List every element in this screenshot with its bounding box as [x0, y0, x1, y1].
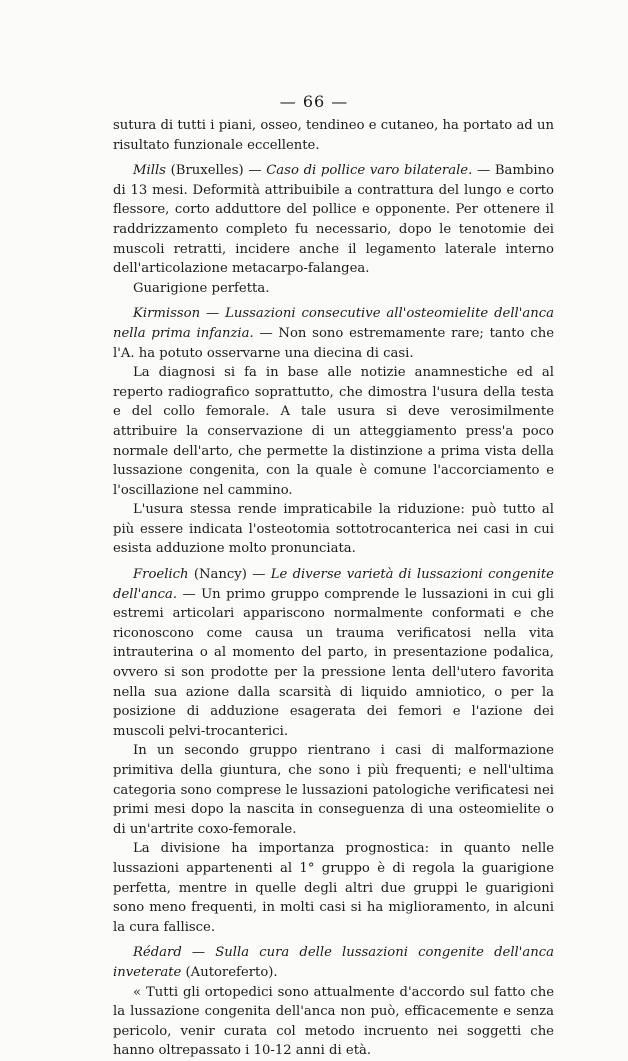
author-place: —	[181, 945, 216, 961]
paragraph: L'usura stessa rende impraticabile la riduzione: può tutto al più essere indicata l'osteotomia sottotrocanterica nei casi in cui esista adduzione molto pronunciata.	[113, 502, 554, 557]
abstract-text: — Non sono estremamente rare; tanto che l'A. ha potuto osservarne una diecina di casi.	[113, 325, 554, 361]
abstract-redard	[113, 943, 554, 982]
paragraph-continuation: sutura di tutti i piani, osseo, tendineo e cutaneo, ha portato ad un risultato funzionale eccellente.	[113, 118, 554, 153]
author-name: Rédard	[133, 945, 182, 961]
paragraph-quote: « Tutti gli ortopedici sono attualmente d'accordo sul fatto che la lussazione congenita dell'anca non può, efficacemente e senza pericolo, venir curata col metodo incruento nei soggetti che hanno oltrepassato i 10-12 anni di età.	[113, 984, 554, 1059]
abstract-froelich	[113, 565, 554, 741]
author-place: (Nancy) —	[188, 567, 271, 583]
article-title: Le diverse varietà di lussazioni congenite dell'anca.	[113, 567, 554, 602]
paragraph: In un secondo gruppo rientrano i casi di malformazione primitiva della giuntura, che sono i più frequenti; e nell'ultima categoria sono comprese le lussazioni patologiche verificatesi nei primi mesi dopo la nascita in conseguenza di una osteomielite o di un'artrite coxo-femorale.	[113, 743, 554, 837]
paragraph: Guarigione perfetta.	[133, 280, 270, 296]
abstract-text: (Autoreferto).	[181, 964, 278, 980]
paragraph: La diagnosi si fa in base alle notizie anamnestiche ed al reperto radiografico soprattutto, che dimostra l'usura della testa e del collo femorale. A tale usura si deve verosimilmente attribuire la conservazione di un atteggiamento press'a poco normale dell'arto, che permette la distinzione a prima vista della lussazione congenita, con la quale è comune l'accorciamento e l'oscillazione nel cammino.	[113, 365, 554, 498]
author-name: Mills	[133, 163, 166, 179]
page-number: — 66 —	[279, 92, 349, 111]
abstract-kirmisson	[113, 304, 554, 363]
author-place: (Bruxelles) —	[165, 163, 267, 179]
article-title: Sulla cura delle lussazioni congenite dell'anca inveterate	[113, 945, 555, 980]
author-name: Kirmisson	[133, 306, 201, 322]
author-name: Froelich	[133, 567, 189, 583]
paragraph: La divisione ha importanza prognostica: in quanto nelle lussazioni appartenenti al 1° gruppo è di regola la guarigione perfetta, mentre in quelle degli altri due gruppi le guarigioni sono meno frequenti, in molti casi si ha miglioramento, in alcuni la cura fallisce.	[113, 841, 554, 935]
abstract-text: — Bambino di 13 mesi. Deformità attribuibile a contrattura del lungo e corto flessore, corto adduttore del pollice e opponente. Per ottenere il raddrizzamento completo fu necessario, dopo le tenotomie dei muscoli retratti, incidere anche il legamento laterale interno dell'articolazione metacarpo-falangea.	[113, 163, 555, 277]
abstract-mills	[113, 161, 554, 279]
author-place: —	[200, 306, 226, 322]
body-text	[113, 116, 554, 1061]
abstract-text: — Un primo gruppo comprende le lussazioni in cui gli estremi articolari appariscono normalmente conformati e che riconoscono come causa un trauma verificatosi nella vita intrauterina o al momento del parto, in presentazione podalica, ovvero si son prodotte per la pressione lenta dell'utero favorita nella sua azione dalla scarsità di liquido amniotico, o per la posizione di adduzione esagerata dei femori e l'azione dei muscoli pelvi-trocanterici.	[113, 586, 554, 739]
article-title: Lussazioni consecutive all'osteomielite dell'anca nella prima infanzia.	[113, 306, 554, 341]
article-title: Caso di pollice varo bilaterale.	[266, 163, 473, 179]
